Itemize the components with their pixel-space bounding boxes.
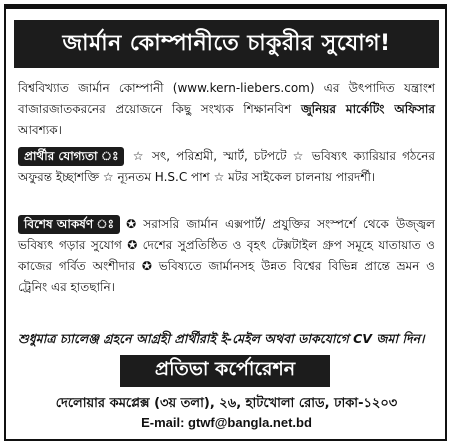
ad-title: জার্মান কোম্পানীতে চাকুরীর সুযোগ!: [14, 20, 439, 68]
qualifications-label: প্রার্থীর যোগ্যতা ঃ: [18, 147, 124, 166]
special-attraction-section: [18, 214, 435, 298]
intro-paragraph: [18, 78, 435, 141]
intro-text: বিশ্ববিখ্যাত জার্মান কোম্পানী (www.kern-liebers.com) এর উৎপাদিত যন্ত্রাংশ বাজারজাতকরনের প্রয়োজনে কিছু সংখ্যক শিক্ষানবিশ: [18, 81, 435, 116]
company-name: প্রতিভা কর্পোরেশন: [120, 355, 330, 387]
contact-email: E-mail: gtwf@bangla.net.bd: [141, 415, 312, 430]
qualifications-section: [18, 146, 435, 188]
qualifications-text: ☆ সৎ, পরিশ্রমী, স্মার্ট, চটপটে ☆ ভবিষ্যৎ ক্যারিয়ার গঠনের অফুরন্ত ইচ্ছাশক্তি ☆ ন্যূনতম H.S.C পাশ ☆ মটর সাইকেল চালনায় পারদর্শী।: [18, 149, 435, 184]
special-attraction-label: বিশেষ আকর্ষণ ঃ: [18, 215, 120, 234]
intro-text-end: আবশ্যক।: [18, 123, 62, 137]
position-title: জুনিয়র মার্কেটিং অফিসার: [300, 102, 435, 116]
top-stripe: [6, 6, 447, 9]
special-attraction-text: ✪ সরাসরি জার্মান এক্সপার্ট/ প্রযুক্তির সংস্পর্শে থেকে উজ্জ্বল ভবিষ্যৎ গড়ার সুযোগ ✪ দেশের সুপ্রতিষ্ঠিত ও বৃহৎ টেক্সটাইল গ্রুপ সমূহে যাতায়াত ও কাজের গর্বিত অংশীদার ✪ ভবিষ্যতে জার্মানসহ উন্নত বিশ্বের বিভিন্ন প্রান্তে ভ্রমন ও ট্রেনিং এর হাতছানি।: [18, 217, 435, 294]
apply-note: শুধুমাত্র চ্যালেঞ্জ গ্রহনে আগ্রহী প্রার্থীরাই ই-মেইল অথবা ডাকযোগে CV জমা দিন।: [18, 331, 425, 346]
company-address: দেলোয়ার কমপ্লেক্স (৩য় তলা), ২৬, হাটখোলা রোড, ঢাকা-১২০৩: [55, 396, 398, 411]
